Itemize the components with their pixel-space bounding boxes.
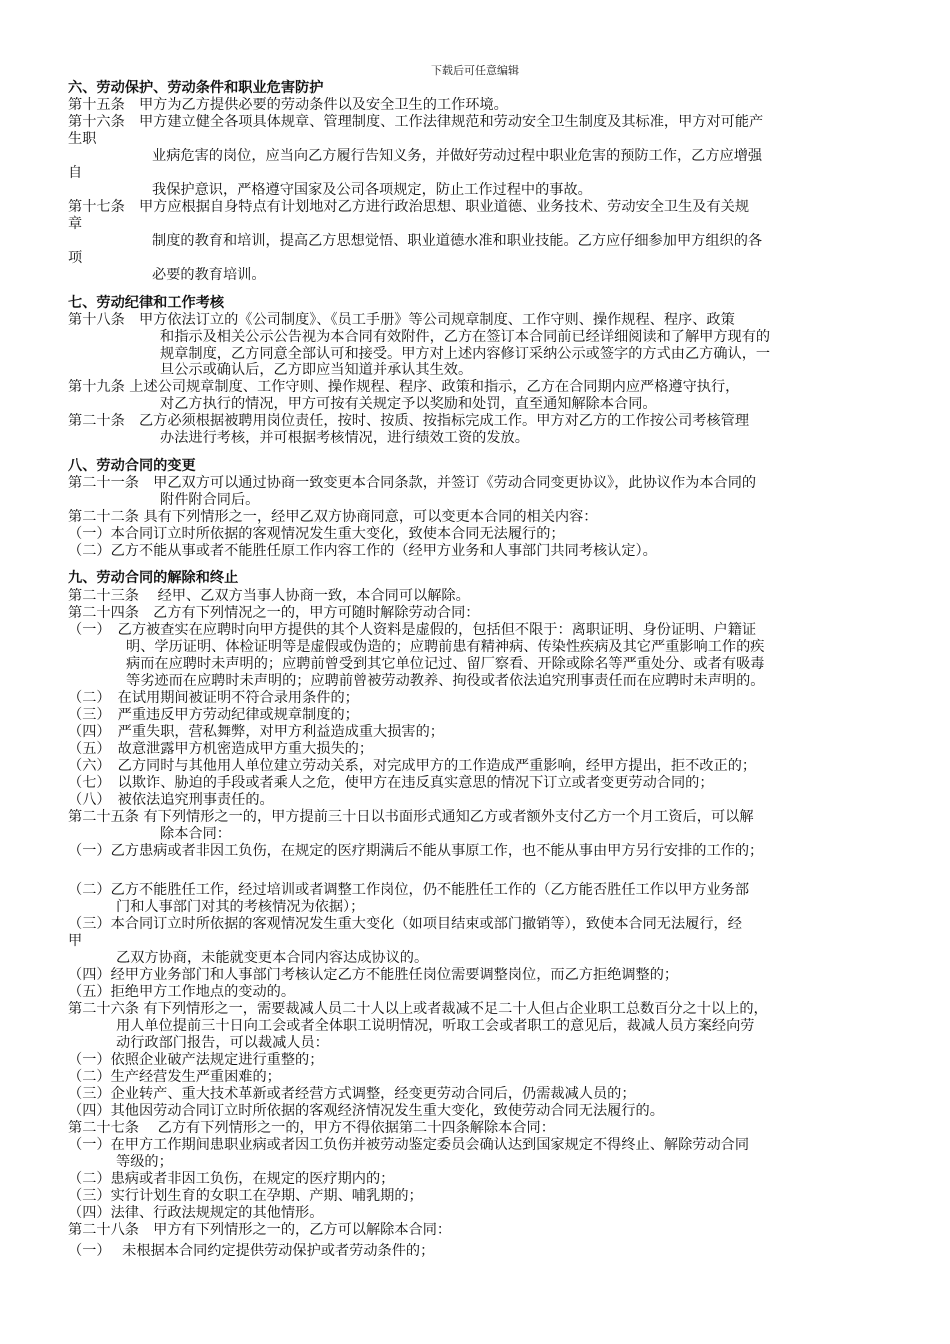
text-line: （六） 乙方同时与其他用人单位建立劳动关系，对完成甲方的工作造成严重影响，经甲方提出，拒不改正的；	[68, 758, 757, 774]
text-line: 第二十三条 经甲、乙双方当事人协商一致，本合同可以解除。	[68, 588, 470, 604]
text-line: 除本合同：	[160, 826, 231, 842]
text-line: 旦公示或确认后，乙方即应当知道并承认其生效。	[160, 362, 473, 378]
text-line: 第二十五条 有下列情形之一的，甲方提前三十日以书面形式通知乙方或者额外支付乙方一个月工资后，可以解	[68, 809, 754, 825]
text-line: （二）患病或者非因工负伤，在规定的医疗期内的；	[68, 1171, 395, 1187]
section-heading: 九、劳动合同的解除和终止	[68, 570, 239, 586]
page-header: 下载后可任意编辑	[431, 64, 519, 77]
text-line: （一） 乙方被查实在应聘时向甲方提供的其个人资料是虚假的，包括但不限于：离职证明、身份证明、户籍证	[68, 622, 757, 638]
text-line: （三） 严重违反甲方劳动纪律或规章制度的；	[68, 707, 359, 723]
text-line: （二）乙方不能从事或者不能胜任原工作内容工作的（经甲方业务和人事部门共同考核认定）。	[68, 543, 657, 559]
text-line: （四）法律、行政法规规定的其他情形。	[68, 1205, 324, 1221]
text-line: 我保护意识，严格遵守国家及公司各项规定，防止工作过程中的事故。	[152, 182, 592, 198]
text-line: 第二十一条 甲乙双方可以通过协商一致变更本合同条款，并签订《劳动合同变更协议》，此协议作为本合同的	[68, 475, 757, 491]
text-line: 第二十二条 具有下列情形之一，经甲乙双方协商同意，可以变更本合同的相关内容：	[68, 509, 598, 525]
text-line: 第十六条 甲方建立健全各项具体规章、管理制度、工作法律规范和劳动安全卫生制度及其标准，甲方对可能产	[68, 114, 764, 130]
text-line: 制度的教育和培训，提高乙方思想觉悟、职业道德水准和职业技能。乙方应仔细参加甲方组织的各	[152, 233, 763, 249]
text-line: （五）拒绝甲方工作地点的变动的。	[68, 984, 296, 1000]
section-heading: 七、劳动纪律和工作考核	[68, 295, 225, 311]
text-line: （三）实行计划生育的女职工在孕期、产期、哺乳期的；	[68, 1188, 423, 1204]
text-line: 第十七条 甲方应根据自身特点有计划地对乙方进行政治思想、职业道德、业务技术、劳动安全卫生及有关规	[68, 199, 750, 215]
text-line: （一）依照企业破产法规定进行重整的；	[68, 1052, 324, 1068]
text-line: （一）乙方患病或者非因工负伤，在规定的医疗期满后不能从事原工作，也不能从事由甲方另行安排的工作的；	[68, 843, 764, 859]
text-line: （二）乙方不能胜任工作，经过培训或者调整工作岗位，仍不能胜任工作的（乙方能否胜任工作以甲方业务部	[68, 882, 750, 898]
text-line: 乙双方协商，未能就变更本合同内容达成协议的。	[116, 950, 429, 966]
text-line: 等级的；	[116, 1154, 173, 1170]
text-line: 门和人事部门对其的考核情况为依据）；	[116, 899, 365, 915]
text-line: （一） 未根据本合同约定提供劳动保护或者劳动条件的；	[68, 1243, 435, 1259]
section-heading: 六、劳动保护、劳动条件和职业危害防护	[68, 80, 324, 96]
text-line: 第二十四条 乙方有下列情况之一的，甲方可随时解除劳动合同：	[68, 605, 480, 621]
text-line: （三）企业转产、重大技术革新或者经营方式调整，经变更劳动合同后，仍需裁减人员的；	[68, 1086, 636, 1102]
text-line: （一）本合同订立时所依据的客观情况发生重大变化，致使本合同无法履行的；	[68, 526, 565, 542]
text-line: 业病危害的岗位，应当向乙方履行告知义务，并做好劳动过程中职业危害的预防工作，乙方应增强	[152, 148, 763, 164]
text-line: （四）经甲方业务部门和人事部门考核认定乙方不能胜任岗位需要调整岗位，而乙方拒绝调整的；	[68, 967, 679, 983]
text-line: 等劣迹而在应聘时未声明的；应聘前曾被劳动教养、拘役或者依法追究刑事责任而在应聘时未声明的。	[126, 673, 765, 689]
text-line: 办法进行考核，并可根据考核情况，进行绩效工资的发放。	[160, 430, 529, 446]
text-line: 第十五条 甲方为乙方提供必要的劳动条件以及安全卫生的工作环境。	[68, 97, 508, 113]
text-line: 对乙方执行的情况，甲方可按有关规定予以奖励和处罚，直至通知解除本合同。	[160, 396, 657, 412]
text-line: 用人单位提前三十日向工会或者全体职工说明情况，听取工会或者职工的意见后，裁减人员方案经向劳	[116, 1018, 755, 1034]
text-line: （一）在甲方工作期间患职业病或者因工负伤并被劳动鉴定委员会确认达到国家规定不得终止、解除劳动合同	[68, 1137, 750, 1153]
text-line: 第十八条 甲方依法订立的《公司制度》、《员工手册》等公司规章制度、工作守则、操作规程、程序、政策	[68, 312, 735, 328]
text-line: 和指示及相关公示公告视为本合同有效附件，乙方在签订本合同前已经详细阅读和了解甲方现有的	[160, 329, 771, 345]
text-line: 第二十八条 甲方有下列情形之一的，乙方可以解除本合同：	[68, 1222, 452, 1238]
text-line: 自	[68, 165, 83, 181]
text-line: 第二十条 乙方必须根据被聘用岗位责任，按时、按质、按指标完成工作。甲方对乙方的工作按公司考核管理	[68, 413, 750, 429]
text-line: 第二十六条 有下列情形之一，需要裁减人员二十人以上或者裁减不足二十人但占企业职工总数百分之十以上的，	[68, 1001, 768, 1017]
section-heading: 八、劳动合同的变更	[68, 458, 196, 474]
text-line: 第十九条 上述公司规章制度、工作守则、操作规程、程序、政策和指示，乙方在合同期内应严格遵守执行，	[68, 379, 740, 395]
text-line: （二）生产经营发生严重困难的；	[68, 1069, 281, 1085]
text-line: 生职	[68, 131, 97, 147]
text-line: （三）本合同订立时所依据的客观情况发生重大变化（如项目结束或部门撤销等），致使本合同无法履行，经	[68, 916, 742, 932]
text-line: （五） 故意泄露甲方机密造成甲方重大损失的；	[68, 741, 374, 757]
text-line: （四）其他因劳动合同订立时所依据的客观经济情况发生重大变化，致使劳动合同无法履行的。	[68, 1103, 664, 1119]
text-line: 动行政部门报告，可以裁减人员：	[116, 1035, 329, 1051]
text-line: （二） 在试用期间被证明不符合录用条件的；	[68, 690, 359, 706]
text-line: 明、学历证明、体检证明等是虚假或伪造的；应聘前患有精神病、传染性疾病及其它严重影响工作的疾	[126, 639, 765, 655]
text-line: 病而在应聘时未声明的；应聘前曾受到其它单位记过、留厂察看、开除或除名等严重处分、或者有吸毒	[126, 656, 765, 672]
text-line: 必要的教育培训。	[152, 267, 266, 283]
text-line: 规章制度，乙方同意全部认可和接受。甲方对上述内容修订采纳公示或签字的方式由乙方确认，一	[160, 346, 771, 362]
text-line: 附件附合同后。	[160, 492, 260, 508]
text-line: 章	[68, 216, 83, 232]
text-line: 第二十七条 乙方有下列情形之一的，甲方不得依据第二十四条解除本合同：	[68, 1120, 555, 1136]
text-line: （七） 以欺诈、胁迫的手段或者乘人之危，使甲方在违反真实意思的情况下订立或者变更劳动合同的；	[68, 775, 714, 791]
text-line: （八） 被依法追究刑事责任的。	[68, 792, 274, 808]
text-line: 甲	[68, 933, 83, 949]
text-line: 项	[68, 250, 83, 266]
text-line: （四） 严重失职，营私舞弊，对甲方利益造成重大损害的；	[68, 724, 444, 740]
